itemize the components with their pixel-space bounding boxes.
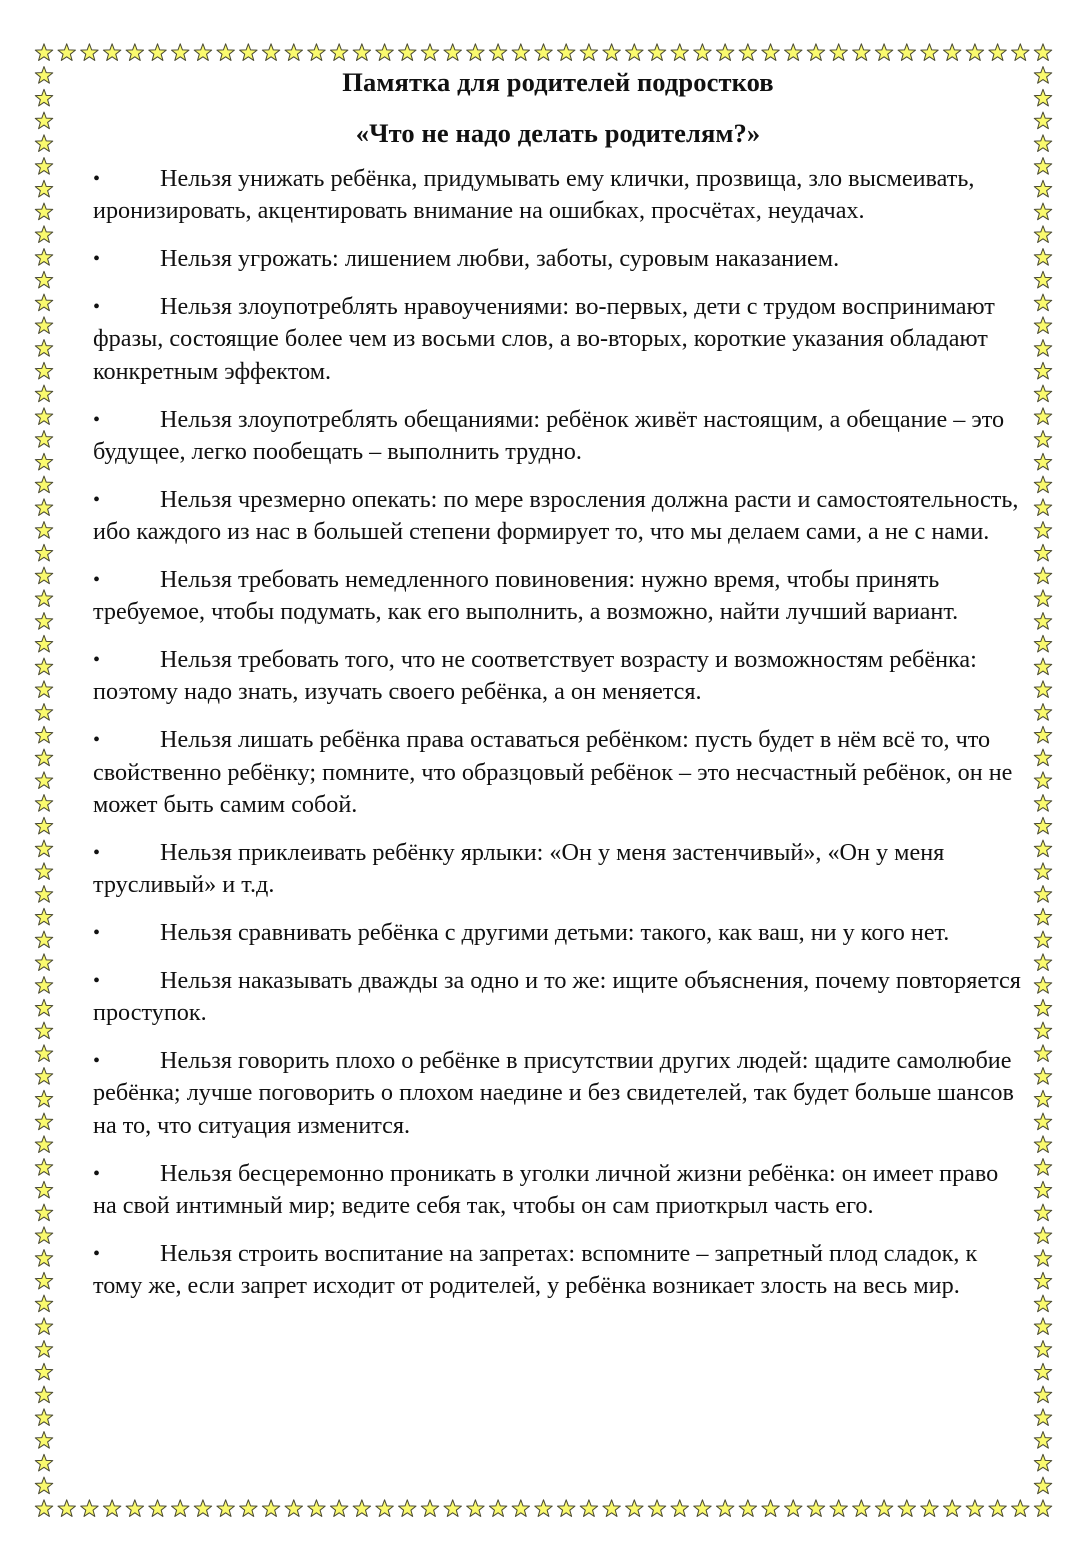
star-icon — [1034, 726, 1052, 743]
star-icon — [58, 1500, 75, 1517]
star-icon — [1034, 453, 1052, 470]
star-icon — [1034, 1477, 1052, 1494]
star-icon — [194, 1500, 212, 1517]
star-icon — [35, 1341, 53, 1358]
star-icon — [285, 1500, 303, 1517]
star-icon — [671, 44, 689, 61]
star-icon — [35, 340, 53, 357]
star-icon — [943, 44, 961, 61]
star-icon — [807, 44, 825, 61]
star-icon — [1034, 203, 1052, 220]
star-icon — [1034, 863, 1052, 880]
star-icon — [1034, 89, 1052, 106]
star-icon — [330, 44, 348, 61]
star-icon — [35, 886, 53, 903]
star-icon — [1034, 954, 1052, 971]
star-icon — [35, 226, 53, 243]
list-item-text: Нельзя строить воспитание на запретах: вспомните – запретный плод сладок, к тому же, если запрет исходит от родителей, у ребёнка возникает злость на весь мир. — [93, 1239, 978, 1300]
star-icon — [512, 44, 530, 61]
star-icon — [171, 1500, 189, 1517]
page-subtitle: «Что не надо делать родителям?» — [355, 118, 761, 148]
star-icon — [194, 44, 212, 61]
star-icon — [1034, 840, 1052, 857]
star-icon — [1034, 1432, 1052, 1449]
star-icon — [1034, 317, 1052, 334]
star-icon — [467, 1500, 485, 1517]
star-icon — [35, 977, 53, 994]
star-icon — [626, 1500, 644, 1517]
list-item — [93, 917, 1023, 949]
star-icon — [1034, 977, 1052, 994]
list-item-text: Нельзя злоупотреблять нравоучениями: во-первых, дети с трудом воспринимают фразы, состоящие более чем из восьми слов, а во-вторых, короткие указания обладают конкретным эффектом. — [93, 293, 995, 385]
star-icon — [35, 613, 53, 630]
star-icon — [35, 1500, 53, 1517]
star-icon — [35, 385, 53, 402]
star-icon — [1034, 1204, 1052, 1221]
bullet-icon: • — [93, 970, 101, 993]
bullet-icon: • — [93, 729, 101, 752]
star-icon — [35, 1409, 53, 1426]
star-icon — [1034, 385, 1052, 402]
star-icon — [1034, 1113, 1052, 1130]
bullet-icon: • — [93, 408, 101, 431]
star-icon — [1034, 795, 1052, 812]
star-icon — [853, 44, 871, 61]
star-icon — [285, 44, 303, 61]
star-icon — [1034, 1250, 1052, 1267]
star-icon — [444, 44, 462, 61]
bullet-icon: • — [93, 296, 101, 319]
star-icon — [35, 772, 53, 789]
star-icon — [35, 840, 53, 857]
star-icon — [35, 817, 53, 834]
star-icon — [308, 1500, 326, 1517]
star-icon — [739, 44, 757, 61]
star-icon — [785, 1500, 803, 1517]
star-icon — [240, 1500, 258, 1517]
star-icon — [1034, 1318, 1052, 1335]
star-icon — [1034, 1090, 1052, 1107]
star-icon — [1034, 294, 1052, 311]
star-icon — [35, 271, 53, 288]
star-icon — [217, 1500, 235, 1517]
star-icon — [1034, 999, 1052, 1016]
star-icon — [807, 1500, 825, 1517]
list-item — [93, 1238, 1023, 1302]
star-icon — [35, 44, 53, 61]
star-icon — [1034, 1500, 1052, 1517]
star-icon — [35, 908, 53, 925]
star-icon — [921, 44, 939, 61]
star-icon — [853, 1500, 871, 1517]
star-icon — [1034, 1159, 1052, 1176]
star-icon — [35, 704, 53, 721]
star-icon — [35, 681, 53, 698]
star-icon — [1034, 749, 1052, 766]
star-icon — [35, 567, 53, 584]
list-item — [93, 1158, 1023, 1222]
star-icon — [35, 158, 53, 175]
star-icon — [1034, 522, 1052, 539]
star-icon — [1034, 704, 1052, 721]
list-item — [93, 484, 1023, 548]
list-item — [93, 404, 1023, 468]
star-icon — [35, 931, 53, 948]
star-icon — [35, 1113, 53, 1130]
star-icon — [1034, 408, 1052, 425]
memo-body — [93, 62, 1023, 1318]
star-icon — [35, 1090, 53, 1107]
star-icon — [1034, 249, 1052, 266]
list-item-text: Нельзя угрожать: лишением любви, заботы, суровым наказанием. — [160, 245, 840, 273]
star-icon — [35, 1227, 53, 1244]
bullet-icon: • — [93, 1050, 101, 1073]
star-icon — [1034, 544, 1052, 561]
star-icon — [35, 1022, 53, 1039]
star-icon — [1034, 1341, 1052, 1358]
star-icon — [580, 1500, 598, 1517]
star-icon — [648, 44, 666, 61]
star-icon — [149, 44, 167, 61]
list-item-text: Нельзя злоупотреблять обещаниями: ребёнок живёт настоящим, а обещание – это будущее, легко пообещать – выполнить трудно. — [93, 405, 1005, 465]
star-icon — [1034, 44, 1052, 61]
star-icon — [262, 1500, 280, 1517]
star-icon — [35, 1159, 53, 1176]
star-icon — [762, 44, 780, 61]
star-icon — [694, 44, 712, 61]
star-icon — [35, 1295, 53, 1312]
list-item — [93, 724, 1023, 821]
list-item-text: Нельзя унижать ребёнка, придумывать ему клички, прозвища, зло высмеивать, иронизировать, акцентировать внимание на ошибках, просчётах, неудачах. — [93, 165, 975, 225]
star-icon — [1034, 67, 1052, 84]
star-icon — [421, 44, 439, 61]
star-icon — [716, 44, 734, 61]
list-item-text: Нельзя наказывать дважды за одно и то же: ищите объяснения, почему повторяется проступок. — [93, 967, 1021, 1027]
star-icon — [603, 1500, 621, 1517]
star-icon — [1034, 1136, 1052, 1153]
star-icon — [35, 1181, 53, 1198]
star-icon — [467, 44, 485, 61]
bullet-icon: • — [93, 649, 101, 672]
star-icon — [35, 1045, 53, 1062]
list-item — [93, 644, 1023, 708]
star-icon — [376, 44, 394, 61]
star-icon — [35, 89, 53, 106]
star-icon — [1034, 886, 1052, 903]
star-icon — [489, 44, 507, 61]
star-icon — [35, 590, 53, 607]
star-icon — [81, 44, 99, 61]
star-icon — [262, 44, 280, 61]
star-icon — [35, 1363, 53, 1380]
star-icon — [35, 499, 53, 516]
page-title: Памятка для родителей подростков — [342, 67, 774, 97]
star-icon — [989, 44, 1007, 61]
star-icon — [103, 44, 121, 61]
star-icon — [1034, 772, 1052, 789]
star-icon — [126, 1500, 144, 1517]
star-icon — [103, 1500, 121, 1517]
star-icon — [35, 294, 53, 311]
rules-list — [93, 163, 1023, 1302]
star-icon — [966, 44, 984, 61]
star-icon — [1034, 362, 1052, 379]
star-icon — [1034, 340, 1052, 357]
star-icon — [35, 180, 53, 197]
star-icon — [1034, 180, 1052, 197]
star-icon — [1034, 1022, 1052, 1039]
star-icon — [35, 1454, 53, 1471]
star-icon — [35, 1136, 53, 1153]
star-icon — [399, 44, 417, 61]
list-item-text: Нельзя чрезмерно опекать: по мере взросления должна расти и самостоятельность, ибо каждого из нас в большей степени формирует то, что мы делаем сами, а не с нами. — [93, 485, 1019, 546]
bullet-icon: • — [93, 168, 101, 190]
star-icon — [535, 1500, 553, 1517]
star-icon — [1034, 1272, 1052, 1289]
list-item-text: Нельзя сравнивать ребёнка с другими детьми: такого, как ваш, ни у кого нет. — [160, 919, 950, 947]
list-item-text: Нельзя приклеивать ребёнку ярлыки: «Он у меня застенчивый», «Он у меня трусливый» и т.д. — [93, 838, 945, 899]
star-icon — [1034, 908, 1052, 925]
list-item — [93, 163, 1023, 227]
star-icon — [35, 476, 53, 493]
list-item — [93, 291, 1023, 388]
star-icon — [217, 44, 235, 61]
list-item — [93, 1045, 1023, 1142]
bullet-icon: • — [93, 248, 101, 271]
star-icon — [694, 1500, 712, 1517]
star-icon — [240, 44, 258, 61]
star-icon — [35, 431, 53, 448]
star-icon — [308, 44, 326, 61]
star-icon — [35, 135, 53, 152]
list-item-text: Нельзя требовать немедленного повиновения: нужно время, чтобы принять требуемое, чтобы подумать, как его выполнить, а возможно, найти лучший вариант. — [93, 566, 959, 626]
bullet-icon: • — [93, 841, 101, 864]
star-icon — [399, 1500, 417, 1517]
list-item-text: Нельзя лишать ребёнка права оставаться ребёнком: пусть будет в нём всё то, что свойственно ребёнку; помните, что образцовый ребёнок – это несчастный ребёнок, он не может быть самим собой. — [93, 726, 1013, 818]
star-icon — [898, 44, 916, 61]
star-icon — [35, 112, 53, 129]
star-icon — [830, 44, 848, 61]
star-icon — [1012, 44, 1030, 61]
star-icon — [648, 1500, 666, 1517]
star-icon — [1034, 1181, 1052, 1198]
star-icon — [1034, 613, 1052, 630]
star-icon — [739, 1500, 757, 1517]
star-icon — [557, 1500, 575, 1517]
star-icon — [35, 1272, 53, 1289]
star-icon — [1034, 1227, 1052, 1244]
star-icon — [35, 1204, 53, 1221]
star-icon — [35, 795, 53, 812]
star-icon — [943, 1500, 961, 1517]
star-icon — [35, 726, 53, 743]
star-icon — [580, 44, 598, 61]
star-icon — [1034, 1363, 1052, 1380]
star-icon — [353, 44, 371, 61]
star-icon — [489, 1500, 507, 1517]
star-icon — [35, 1318, 53, 1335]
star-icon — [1034, 158, 1052, 175]
list-item — [93, 837, 1023, 901]
star-icon — [35, 67, 53, 84]
star-icon — [1034, 135, 1052, 152]
star-icon — [35, 544, 53, 561]
star-icon — [35, 453, 53, 470]
star-icon — [35, 1477, 53, 1494]
star-icon — [35, 749, 53, 766]
bullet-icon: • — [93, 922, 101, 945]
star-icon — [1034, 1068, 1052, 1085]
star-icon — [989, 1500, 1007, 1517]
star-icon — [1034, 1295, 1052, 1312]
star-icon — [126, 44, 144, 61]
star-icon — [35, 1250, 53, 1267]
star-icon — [35, 203, 53, 220]
star-icon — [149, 1500, 167, 1517]
star-icon — [535, 44, 553, 61]
star-icon — [1034, 931, 1052, 948]
star-icon — [921, 1500, 939, 1517]
star-icon — [35, 362, 53, 379]
star-icon — [35, 522, 53, 539]
star-icon — [875, 44, 893, 61]
star-icon — [35, 249, 53, 266]
star-icon — [35, 954, 53, 971]
star-icon — [1034, 817, 1052, 834]
bullet-icon: • — [93, 569, 101, 592]
star-icon — [1034, 681, 1052, 698]
star-icon — [1034, 1386, 1052, 1403]
star-icon — [1034, 567, 1052, 584]
star-icon — [35, 1386, 53, 1403]
bullet-icon: • — [93, 1242, 101, 1265]
star-icon — [762, 1500, 780, 1517]
star-icon — [1034, 590, 1052, 607]
star-icon — [898, 1500, 916, 1517]
star-icon — [1034, 271, 1052, 288]
star-icon — [35, 863, 53, 880]
list-item-text: Нельзя бесцеремонно проникать в уголки личной жизни ребёнка: он имеет право на свой интимный мир; ведите себя так, чтобы он сам приоткрыл часть его. — [93, 1159, 999, 1219]
star-icon — [171, 44, 189, 61]
star-icon — [444, 1500, 462, 1517]
star-icon — [671, 1500, 689, 1517]
star-icon — [330, 1500, 348, 1517]
star-icon — [626, 44, 644, 61]
star-icon — [81, 1500, 99, 1517]
star-icon — [35, 408, 53, 425]
list-item-text: Нельзя требовать того, что не соответствует возрасту и возможностям ребёнка: поэтому надо знать, изучать своего ребёнка, а он меняется. — [93, 646, 977, 706]
star-icon — [512, 1500, 530, 1517]
list-item — [93, 564, 1023, 628]
list-item — [93, 965, 1023, 1029]
star-icon — [35, 999, 53, 1016]
star-icon — [35, 1432, 53, 1449]
star-icon — [421, 1500, 439, 1517]
star-icon — [1034, 1409, 1052, 1426]
star-icon — [376, 1500, 394, 1517]
star-icon — [353, 1500, 371, 1517]
star-icon — [1034, 476, 1052, 493]
star-icon — [35, 317, 53, 334]
star-icon — [1012, 1500, 1030, 1517]
star-icon — [58, 44, 75, 61]
star-icon — [1034, 635, 1052, 652]
star-icon — [875, 1500, 893, 1517]
star-icon — [1034, 431, 1052, 448]
star-icon — [830, 1500, 848, 1517]
star-icon — [1034, 112, 1052, 129]
list-item — [93, 243, 1023, 275]
star-icon — [557, 44, 575, 61]
star-icon — [1034, 1454, 1052, 1471]
bullet-icon: • — [93, 488, 101, 511]
star-icon — [785, 44, 803, 61]
star-icon — [716, 1500, 734, 1517]
bullet-icon: • — [93, 1162, 101, 1185]
list-item-text: Нельзя говорить плохо о ребёнке в присутствии других людей: щадите самолюбие ребёнка; лучше поговорить о плохом наедине и без свидетелей, так будет больше шансов на то, что ситуация изменится. — [93, 1047, 1014, 1139]
star-icon — [35, 1068, 53, 1085]
star-icon — [966, 1500, 984, 1517]
star-icon — [603, 44, 621, 61]
star-icon — [1034, 499, 1052, 516]
star-icon — [35, 658, 53, 675]
star-icon — [1034, 226, 1052, 243]
star-icon — [1034, 1045, 1052, 1062]
star-icon — [1034, 658, 1052, 675]
star-icon — [35, 635, 53, 652]
